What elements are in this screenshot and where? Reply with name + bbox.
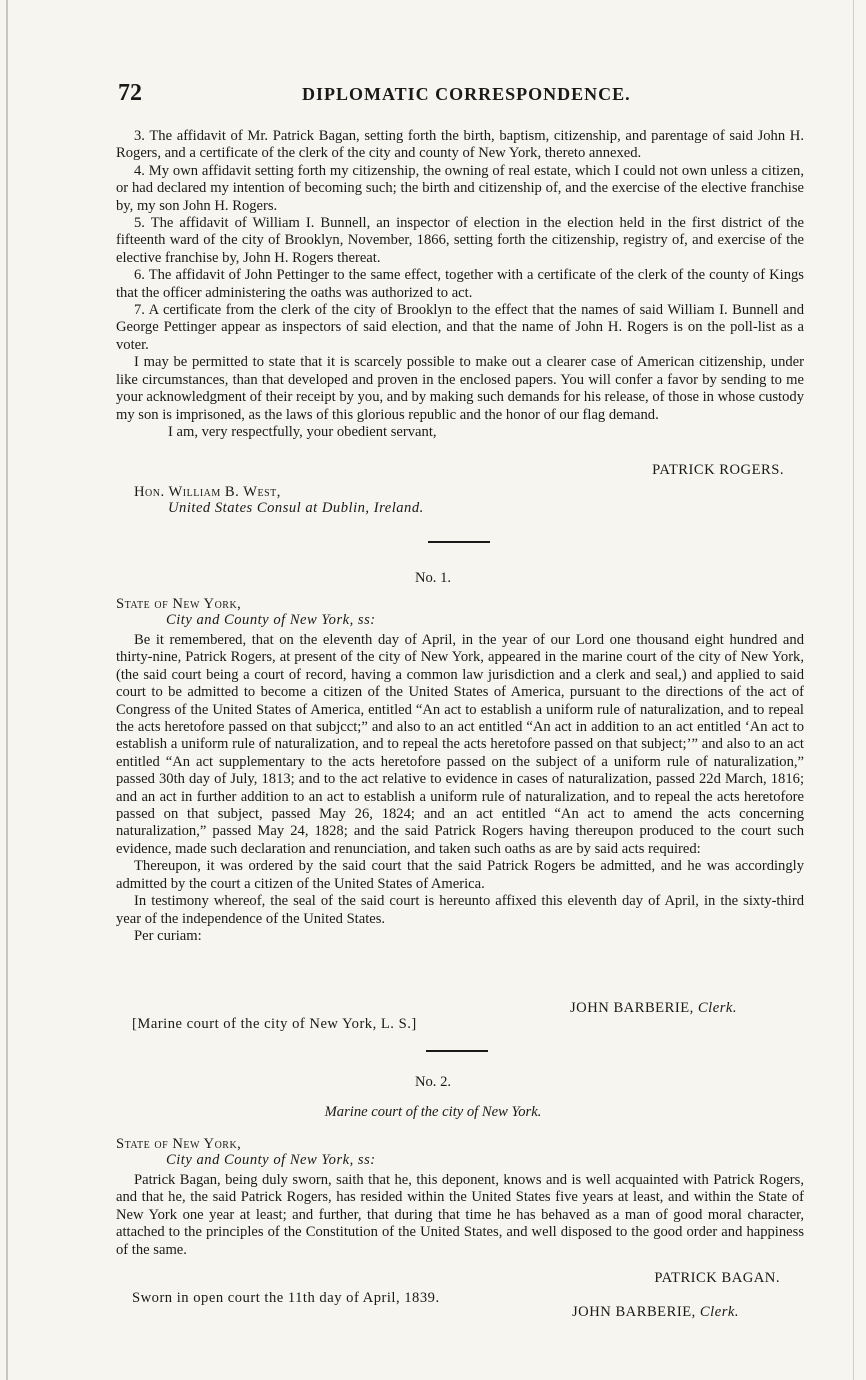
letter-paragraph: 6. The affidavit of John Pettinger to the same effect, together with a certificate of the clerk of the county of Kings that the officer administering the oaths was authorized to act.: [116, 267, 804, 301]
addressee-name: Hon. William B. West,: [134, 484, 281, 500]
section-divider: [426, 1050, 488, 1052]
letter-paragraph: 4. My own affidavit setting forth my citizenship, the owning of real estate, which I could not own unless a citizen, or had declared my intention of becoming such; the birth and citizenship of, and the exercise of the elective franchise by, my son John H. Rogers.: [116, 162, 804, 214]
doc1-paragraph: Thereupon, it was ordered by the said court that the said Patrick Rogers be admitted, and he was accordingly admitted by the court a citizen of the United States of America.: [116, 858, 804, 892]
letter-paragraph: 5. The affidavit of William I. Bunnell, an inspector of election in the election held in the first district of the fifteenth ward of the city of Brooklyn, November, 1866, setting forth the citizenship, registry of, and exercise of the elective franchise by, John H. Rogers thereat.: [116, 215, 804, 266]
doc1-paragraph: Be it remembered, that on the eleventh day of April, in the year of our Lord one thousand eight hundred and thirty-nine, Patrick Rogers, at present of the city of New York, appeared in the marine court of the city of New York, (the said court being a court of record, having a common law jurisdiction and a clerk and seal,) and applied to said court to be admitted to become a citizen of the United States of America, pursuant to the directions of the act of Congress of the United States of America, entitled “An act to establish a uniform rule of naturalization, and to repeal the acts heretofore passed on that subjcct;” and also to an act entitled “An act in addition to an act entitled ‘An act to establish a uniform rule of naturalization, and to repeal the acts heretofore passed on that subject;’” and also to an act entitled “An act supplementary to the acts heretofore passed on the subject of a uniform rule of naturalization,” passed 30th day of July, 1813; and to the act relative to evidence in cases of naturalization, passed 22d March, 1816; and an act in further addition to an act to establish a uniform rule of naturalization, and to repeal the acts heretofore passed on that subject, passed May 26, 1824; and an act entitled “An act to amend the acts concerning naturalization,” passed May 24, 1828; and the said Patrick Rogers having thereupon produced to the court such evidence, made such declaration and renunciation, and taken such oaths as are by said acts required:: [116, 632, 804, 857]
doc2-state: State of New York,: [116, 1136, 242, 1152]
page-edge-left: [6, 0, 8, 1380]
doc1-heading: No. 1.: [414, 570, 452, 586]
doc1-seal: [Marine court of the city of New York, L. S.]: [132, 1016, 417, 1032]
doc1-clerk: [570, 1000, 737, 1017]
doc2-heading: No. 2.: [414, 1074, 452, 1090]
doc2-clerk: [572, 1304, 739, 1321]
letter-paragraph: I may be permitted to state that it is scarcely possible to make out a clearer case of American citizenship, under like circumstances, than that developed and proven in the enclosed papers. You will confer a favor by sending to me your acknowledgment of their receipt by you, and by making such demands for his release, of those in whose custody my son is imprisoned, as the laws of this glorious republic and the honor of our flag demand.: [116, 354, 804, 423]
letter-paragraph: 3. The affidavit of Mr. Patrick Bagan, setting forth the birth, baptism, citizenship, and parentage of said John H. Rogers, and a certificate of the clerk of the city and county of New York, thereto annexed.: [116, 128, 804, 162]
doc1-county: City and County of New York, ss:: [166, 612, 376, 628]
letter-closing: I am, very respectfully, your obedient servant,: [168, 423, 437, 440]
doc2-paragraph: Patrick Bagan, being duly sworn, saith that he, this deponent, knows and is well acquainted with Patrick Rogers, and that he, the said Patrick Rogers, has resided within the United States five years at least, and within the State of New York one year at least; and further, that during that time he has behaved as a man of good moral character, attached to the principles of the Constitution of the United States, and well disposed to the good order and happiness of the same.: [116, 1172, 804, 1258]
page-header: [118, 80, 804, 110]
page-number: 72: [118, 80, 142, 106]
page-edge-right: [853, 0, 854, 1380]
doc2-deponent: PATRICK BAGAN.: [654, 1270, 780, 1286]
section-divider: [428, 541, 490, 543]
letter-body: [116, 128, 804, 441]
letter-paragraph: 7. A certificate from the clerk of the city of Brooklyn to the effect that the names of said William I. Bunnell and George Pettinger appear as inspectors of said election, and that the name of John H. Rogers is on the poll-list as a voter.: [116, 302, 804, 353]
doc2-county: City and County of New York, ss:: [166, 1152, 376, 1168]
addressee-title: United States Consul at Dublin, Ireland.: [168, 500, 424, 516]
doc2-court: Marine court of the city of New York.: [324, 1104, 542, 1120]
doc1-paragraph: In testimony whereof, the seal of the said court is hereunto affixed this eleventh day of April, in the sixty-third year of the independence of the United States.: [116, 893, 804, 927]
letter-signature: PATRICK ROGERS.: [652, 462, 784, 478]
doc2-clerk-name: JOHN BARBERIE,: [572, 1304, 696, 1320]
doc1-per-curiam: Per curiam:: [134, 927, 202, 944]
running-title: DIPLOMATIC CORRESPONDENCE.: [302, 84, 631, 104]
doc1-clerk-title: Clerk.: [697, 1000, 737, 1016]
doc2-body: [116, 1172, 804, 1259]
doc1-clerk-name: JOHN BARBERIE,: [570, 1000, 694, 1016]
doc1-state: State of New York,: [116, 596, 242, 612]
doc1-body: [116, 632, 804, 945]
doc2-clerk-title: Clerk.: [699, 1304, 739, 1320]
doc2-sworn: Sworn in open court the 11th day of April, 1839.: [132, 1290, 440, 1306]
